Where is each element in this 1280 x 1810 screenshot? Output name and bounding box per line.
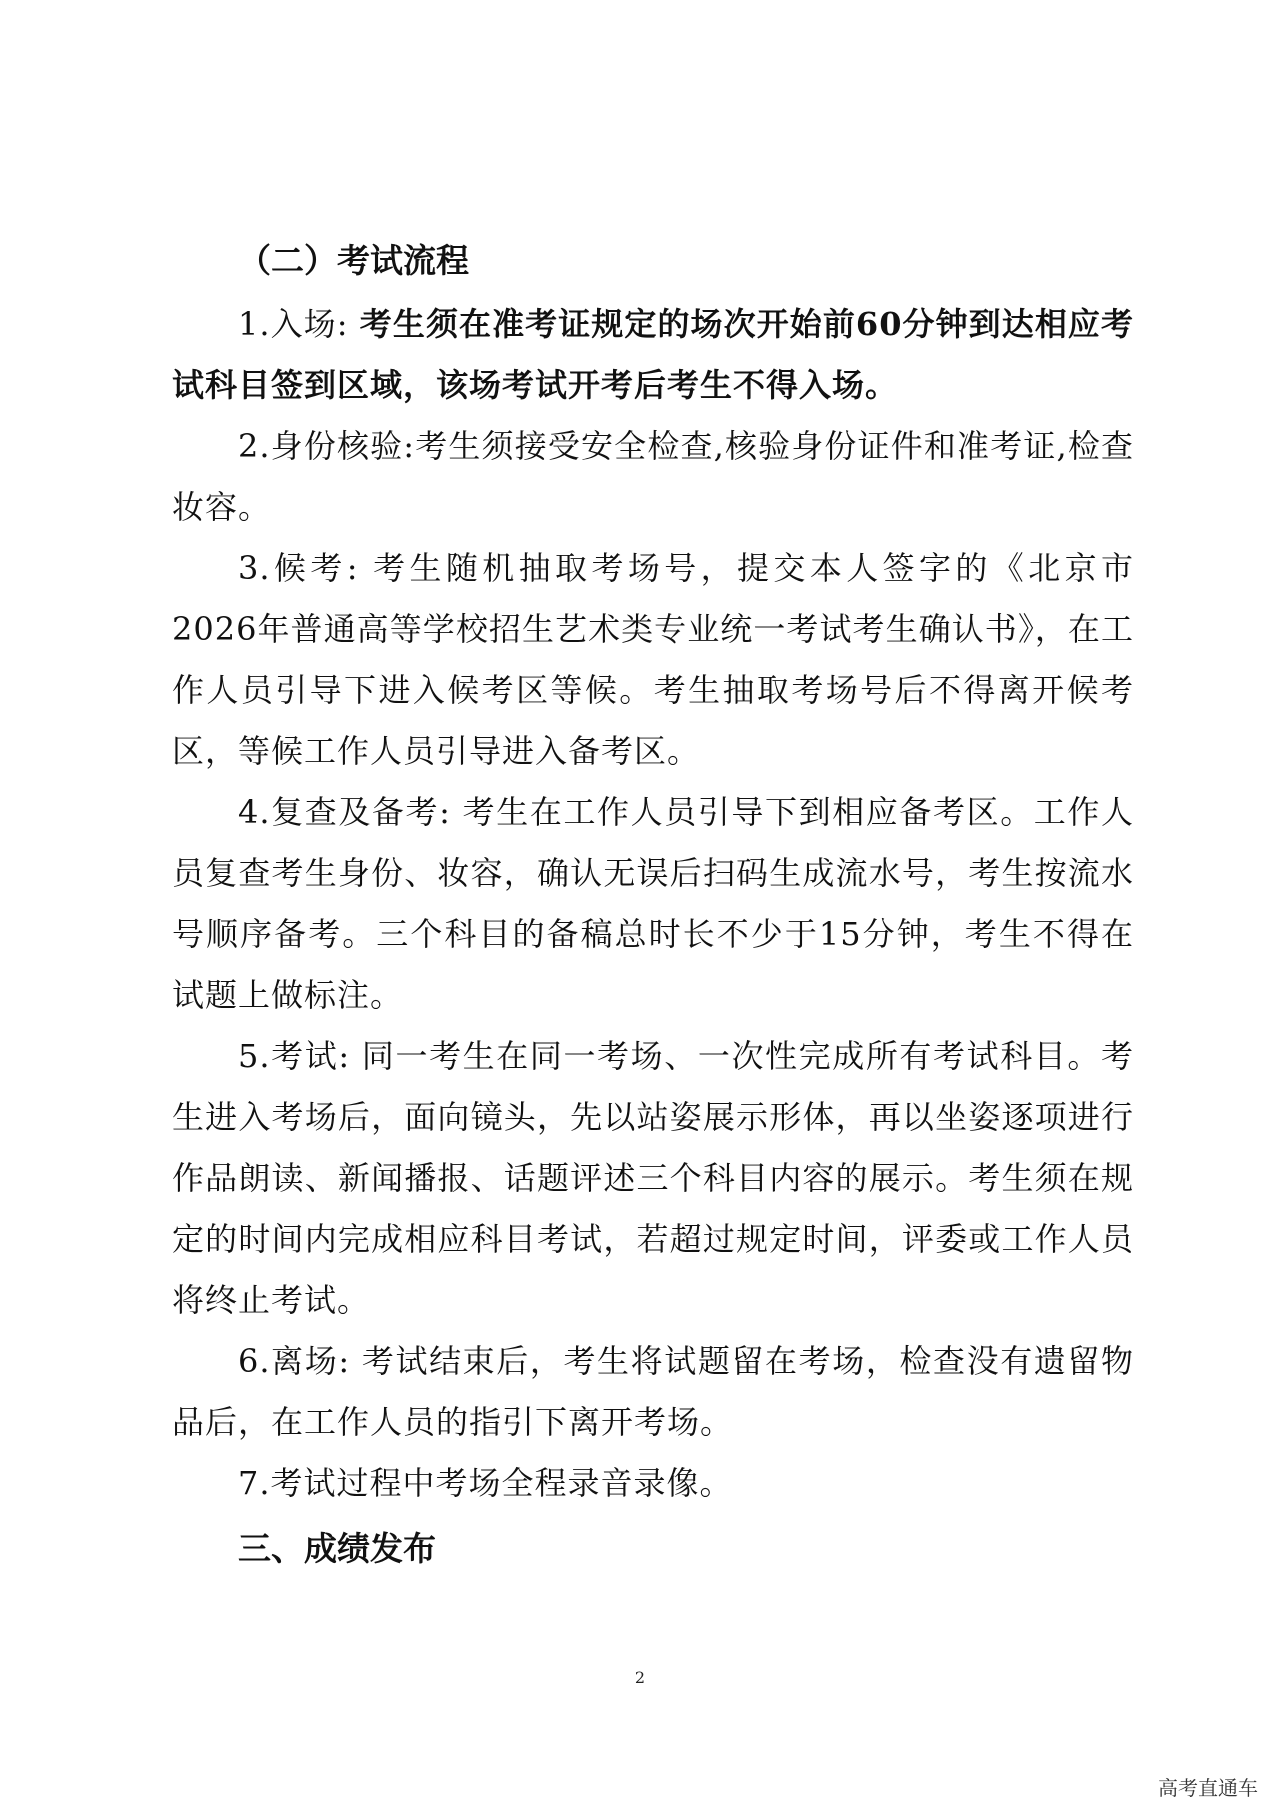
item-exam bbox=[172, 1026, 1134, 1331]
item-recheck-prepare-label: 4.复查及备考: bbox=[238, 793, 451, 831]
page-number: 2 bbox=[634, 1668, 646, 1687]
item-entry-text: 考生须在准考证规定的场次开始前60分钟到达相应考试科目签到区域，该场考试开考后考生不得入场。 bbox=[172, 305, 1134, 404]
item-exam-label: 5.考试: bbox=[238, 1037, 351, 1075]
item-entry-label: 1.入场: bbox=[238, 305, 349, 343]
item-waiting-label: 3.候考: bbox=[238, 549, 359, 587]
item-exam-text: 同一考生在同一考场、一次性完成所有考试科目。考生进入考场后，面向镜头，先以站姿展示形体，再以坐姿逐项进行作品朗读、新闻播报、话题评述三个科目内容的展示。考生须在规定的时间内完成相应科目考试，若超过规定时间，评委或工作人员将终止考试。 bbox=[172, 1037, 1134, 1319]
section-heading-exam-process: （二）考试流程 bbox=[238, 241, 469, 280]
watermark-label: 高考直通车 bbox=[1158, 1776, 1258, 1800]
item-recheck-prepare bbox=[172, 782, 1134, 1026]
item-recheck-prepare-text: 考生在工作人员引导下到相应备考区。工作人员复查考生身份、妆容，确认无误后扫码生成流水号，考生按流水号顺序备考。三个科目的备稿总时长不少于15分钟，考生不得在试题上做标注。 bbox=[172, 793, 1134, 1014]
item-leave-label: 6.离场: bbox=[238, 1342, 351, 1380]
item-recording-text: 考试过程中考场全程录音录像。 bbox=[270, 1464, 733, 1502]
item-identity-check-text: 考生须接受安全检查,核验身份证件和准考证,检查妆容。 bbox=[172, 427, 1134, 526]
item-identity-check-label: 2.身份核验: bbox=[238, 427, 416, 465]
item-identity-check bbox=[172, 416, 1134, 538]
item-recording bbox=[172, 1453, 1134, 1514]
item-leave bbox=[172, 1331, 1134, 1453]
item-leave-text: 考试结束后，考生将试题留在考场，检查没有遗留物品后，在工作人员的指引下离开考场。 bbox=[172, 1342, 1134, 1441]
item-waiting-text: 考生随机抽取考场号，提交本人签字的《北京市2026年普通高等学校招生艺术类专业统一考试考生确认书》，在工作人员引导下进入候考区等候。考生抽取考场号后不得离开候考区，等候工作人员引导进入备考区。 bbox=[172, 549, 1134, 770]
item-entry bbox=[172, 294, 1134, 416]
document-body bbox=[172, 232, 1134, 1582]
item-recording-label: 7. bbox=[238, 1464, 271, 1502]
item-waiting bbox=[172, 538, 1134, 782]
section-heading-results: 三、成绩发布 bbox=[238, 1529, 436, 1568]
